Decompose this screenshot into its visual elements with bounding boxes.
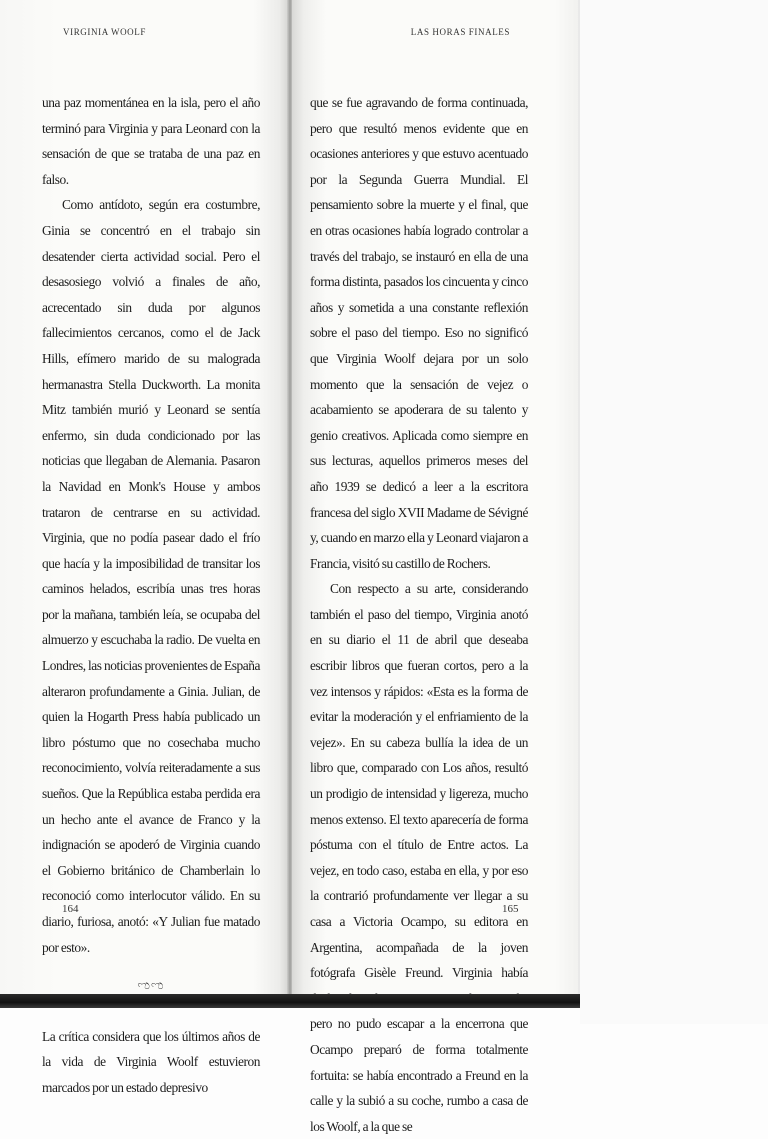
right-page [292, 0, 578, 1134]
paragraph: La crítica considera que los últimos años de la vida de Virginia Woolf estuvieron marcados por un estado depresivo [42, 1028, 260, 1095]
paragraph: que se fue agravando de forma continuada, pero que resultó menos evidente que en ocasiones anteriores y que estuvo acentuado por la Segunda Guerra Mundial. El pensamiento sobre la muerte y el final, que en otras ocasiones había logrado controlar a través del trabajo, se instauró en ella de una forma distinta, pasados los cincuenta y cinco años y sometida a una constante reflexión sobre el paso del tiempo. Eso no significó que Virginia Woolf dejara por un solo momento que la sensación de vejez o acabamiento se apoderara de su talento y genio creativos. Aplicada como siempre en sus lecturas, aquellos primeros meses del año 1939 se dedicó a leer a la escritora francesa del siglo XVII Madame de Sévigné y, cuando en marzo ella y Leonard viajaron a Francia, visitó su castillo de Rochers. [310, 95, 528, 571]
running-head-right: LAS HORAS FINALES [410, 27, 510, 37]
paragraph: Como antídoto, según era costumbre, Ginia se concentró en el trabajo sin desatender cierta actividad social. Pero el desasosiego volvió a finales de año, acrecentado sin duda por algunos fallecimientos cercanos, como el de Jack Hills, efímero marido de su malograda hermanastra Stella Duckworth. La monita Mitz también murió y Leonard se sentía enfermo, sin duda condicionado por las noticias que llegaban de Alemania. Pasaron la Navidad en Monk's House y ambos trataron de centrarse en su actividad. Virginia, que no podía pasear dado el frío que hacía y la imposibilidad de transitar los caminos helados, escribía unas tres horas por la mañana, también leía, se ocupaba del almuerzo y escuchaba la radio. De vuelta en Londres, las noticias provenientes de España alteraron profundamente a Ginia. Julian, de quien la Hogarth Press había publicado un libro póstumo que no cosechaba mucho reconocimiento, volvía reiteradamente a sus sueños. Que la República estaba perdida era un hecho ante el avance de Franco y la indignación se apoderó de Virginia cuando el Gobierno británico de Chamberlain lo reconoció como interlocutor válido. En su diario, furiosa, anotó: «Y Julian fue matado por esto». [42, 197, 260, 955]
page-number-left: 164 [62, 903, 79, 915]
left-page-text [42, 90, 260, 1101]
left-page [0, 0, 288, 1095]
blank-scan-area [580, 0, 768, 1024]
right-page-text [310, 90, 528, 1139]
paragraph: Con respecto a su arte, considerando también el paso del tiempo, Virginia anotó en su diario el 11 de abril que deseaba escribir libros que fueran cortos, pero a la vez intensos y rápidos: «Esta es la forma de evitar la moderación y el enfriamiento de la vejez». En su cabeza bullía la idea de un libro que, comparado con Los años, resultó un prodigio de intensidad y ligereza, mucho menos extenso. El texto aparecería de forma póstuma con el título de Entre actos. La vejez, en todo caso, estaba en ella, y por eso la contrarió profundamente ver llegar a su casa a Victoria Ocampo, su editora en Argentina, acompañada de la joven fotógrafa Gisèle Freund. Virginia había pero no pudo escapar a la encerrona que Ocampo preparó de forma totalmente fortuita: se había encontrado a Freund en la calle y la subió a su coche, rumbo a casa de los Woolf, a la que se [310, 581, 528, 1134]
page-number-right: 165 [502, 903, 519, 915]
paragraph: una paz momentánea en la isla, pero el año terminó para Virginia y para Leonard con la sensación de que se trataba de una paz en falso. [42, 95, 260, 187]
book-bottom-edge [0, 994, 580, 1008]
running-head-left: VIRGINIA WOOLF [63, 27, 146, 37]
section-ornament: ಌಌ [137, 977, 165, 993]
